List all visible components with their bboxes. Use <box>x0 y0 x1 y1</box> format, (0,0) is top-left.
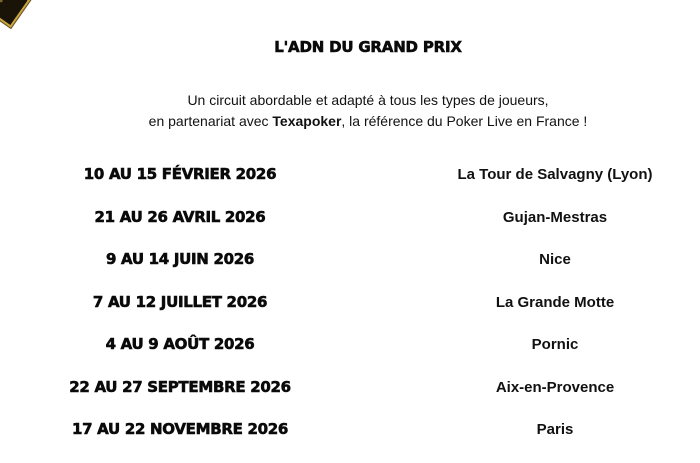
poker-chip-icon <box>0 0 30 28</box>
event-location: Nice <box>539 251 571 268</box>
event-dates: 21 AU 26 AVRIL 2026 <box>94 207 266 226</box>
intro-text <box>0 90 700 132</box>
event-location: Paris <box>536 421 574 438</box>
event-location: La Grande Motte <box>495 293 615 311</box>
schedule-row <box>0 415 700 458</box>
intro-line-2-suffix: , la référence du Poker Live en France ! <box>341 113 588 129</box>
event-location: Aix-en-Provence <box>495 378 615 396</box>
schedule-row <box>0 330 700 373</box>
intro-line-1: Un circuit abordable et adapté à tous les types de joueurs, <box>187 92 549 108</box>
intro-line-2 <box>0 111 700 132</box>
event-dates: 10 AU 15 FÉVRIER 2026 <box>83 165 277 183</box>
chip-dot-decoration <box>0 0 3 3</box>
event-location: Pornic <box>531 336 579 353</box>
schedule-row <box>0 373 700 416</box>
event-dates: 4 AU 9 AOÛT 2026 <box>105 335 255 353</box>
event-location: La Tour de Salvagny (Lyon) <box>457 166 653 183</box>
event-dates: 22 AU 27 SEPTEMBRE 2026 <box>69 377 291 396</box>
schedule-row <box>0 245 700 288</box>
intro-line-2-prefix: en partenariat avec <box>148 113 273 129</box>
event-dates: 7 AU 12 JUILLET 2026 <box>92 292 268 311</box>
schedule-row <box>0 203 700 246</box>
event-dates: 17 AU 22 NOVEMBRE 2026 <box>71 420 289 438</box>
schedule-row <box>0 288 700 331</box>
schedule-row <box>0 160 700 203</box>
partner-brand: Texapoker <box>272 113 342 129</box>
event-location: Gujan-Mestras <box>502 208 608 226</box>
event-dates: 9 AU 14 JUIN 2026 <box>105 250 255 268</box>
schedule-list <box>0 160 700 458</box>
section-title: L'ADN DU GRAND PRIX <box>274 38 462 56</box>
